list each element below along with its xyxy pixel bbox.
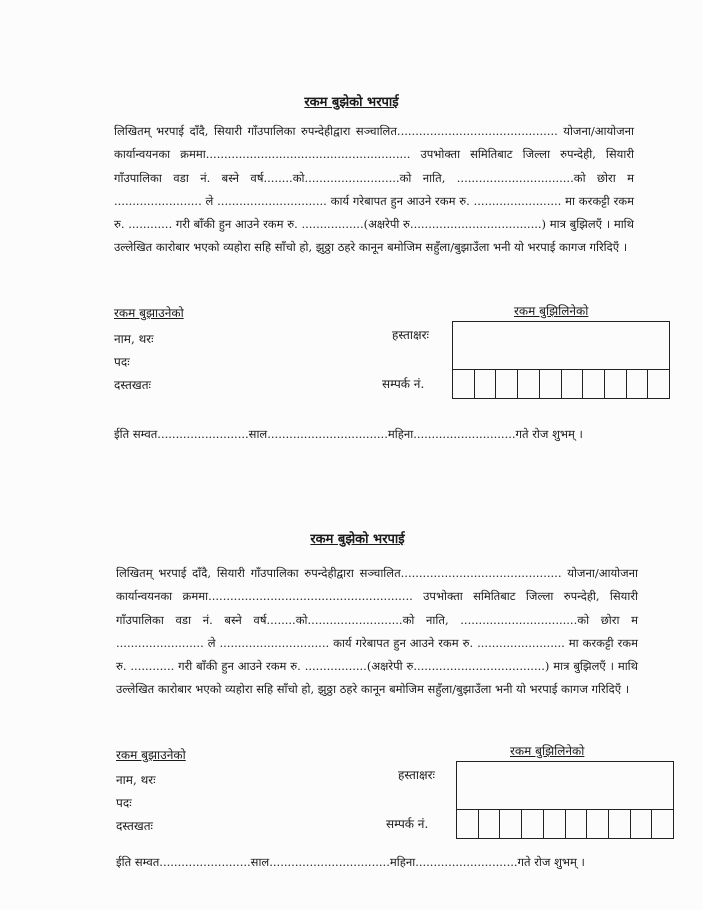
digit-box[interactable] [609,810,631,838]
contact-number-boxes[interactable] [456,809,674,839]
digit-box[interactable] [479,810,501,838]
sign-label: दस्तखतः [116,819,153,833]
digit-box[interactable] [631,810,653,838]
receipt-form-2 [0,440,703,910]
digit-box[interactable] [540,370,562,398]
signature-box[interactable] [456,761,674,810]
digit-box[interactable] [648,370,669,398]
receiver-heading: रकम बुझिलिनेको [514,304,589,318]
digit-box[interactable] [583,370,605,398]
digit-box[interactable] [652,810,673,838]
contact-label: सम्पर्क नं. [382,377,425,391]
name-label: नाम, थरः [116,773,156,787]
digit-box[interactable] [562,370,584,398]
date-line: ईति सम्वत.........................साल.................................महिना............................गते रोज शुभम् । [114,427,583,441]
digit-box[interactable] [475,370,497,398]
contact-label: सम्पर्क नं. [386,817,429,831]
digit-box[interactable] [500,810,522,838]
signature-box[interactable] [452,321,670,370]
form-body: लिखितम् भरपाई दाँदै, सियारी गाँउपालिका रुपन्देहीद्वारा सञ्चालित............................................ योजना/आयोजना कार्यान्वयनका क्रममा........................................................ उपभोक्ता समितिबाट जिल्ला रुपन्देही, सियारी गाँउपालिका वडा नं. बस्ने वर्ष........को..........................को नाति, ................................को छोरा म ........................ ले .............................. कार्य गरेबापत हुन आउने रकम रु. ........................ मा करकट्टी रकम रु. ............ गरी बाँकी हुन आउने रकम रु. .................(अक्षरेपी रु....................................) मात्र बुझिलएँ । माथि उल्लेखित कारोबार भएको व्यहोरा सहि साँचो हो, झुठ्ठा ठहरे कानून बमोजिम सहुँला/बुझाउँला भनी यो भरपाई कागज गरिदिएँ । [116,566,638,697]
digit-box[interactable] [518,370,540,398]
form-title: रकम बुझेको भरपाई [310,532,405,547]
post-label: पदः [114,355,130,369]
sign-label: दस्तखतः [114,378,151,392]
receiver-heading: रकम बुझिलिनेको [510,744,585,758]
digit-box[interactable] [496,370,518,398]
digit-box[interactable] [587,810,609,838]
digit-box[interactable] [566,810,588,838]
digit-box[interactable] [605,370,627,398]
digit-box[interactable] [544,810,566,838]
contact-number-boxes[interactable] [452,369,670,399]
digit-box[interactable] [457,810,479,838]
name-label: नाम, थरः [114,332,154,346]
payer-heading: रकम बुझाउनेको [116,748,186,762]
form-title: रकम बुझेको भरपाई [304,95,399,110]
signature-label: हस्ताक्षरः [392,328,429,342]
signature-label: हस्ताक्षरः [398,768,435,782]
digit-box[interactable] [627,370,649,398]
digit-box[interactable] [522,810,544,838]
post-label: पदः [116,796,132,810]
form-body: लिखितम् भरपाई दाँदै, सियारी गाँउपालिका रुपन्देहीद्वारा सञ्चालित............................................ योजना/आयोजना कार्यान्वयनका क्रममा........................................................ उपभोक्ता समितिबाट जिल्ला रुपन्देही, सियारी गाँउपालिका वडा नं. बस्ने वर्ष........को..........................को नाति, ................................को छोरा म ........................ ले .............................. कार्य गरेबापत हुन आउने रकम रु. ........................ मा करकट्टी रकम रु. ............ गरी बाँकी हुन आउने रकम रु. .................(अक्षरेपी रु....................................) मात्र बुझिलएँ । माथि उल्लेखित कारोबार भएको व्यहोरा सहि साँचो हो, झुठ्ठा ठहरे कानून बमोजिम सहुँला/बुझाउँला भनी यो भरपाई कागज गरिदिएँ । [114,124,634,255]
payer-heading: रकम बुझाउनेको [114,306,184,320]
date-line: ईति सम्वत.........................साल.................................महिना............................गते रोज शुभम् । [116,855,585,869]
digit-box[interactable] [453,370,475,398]
